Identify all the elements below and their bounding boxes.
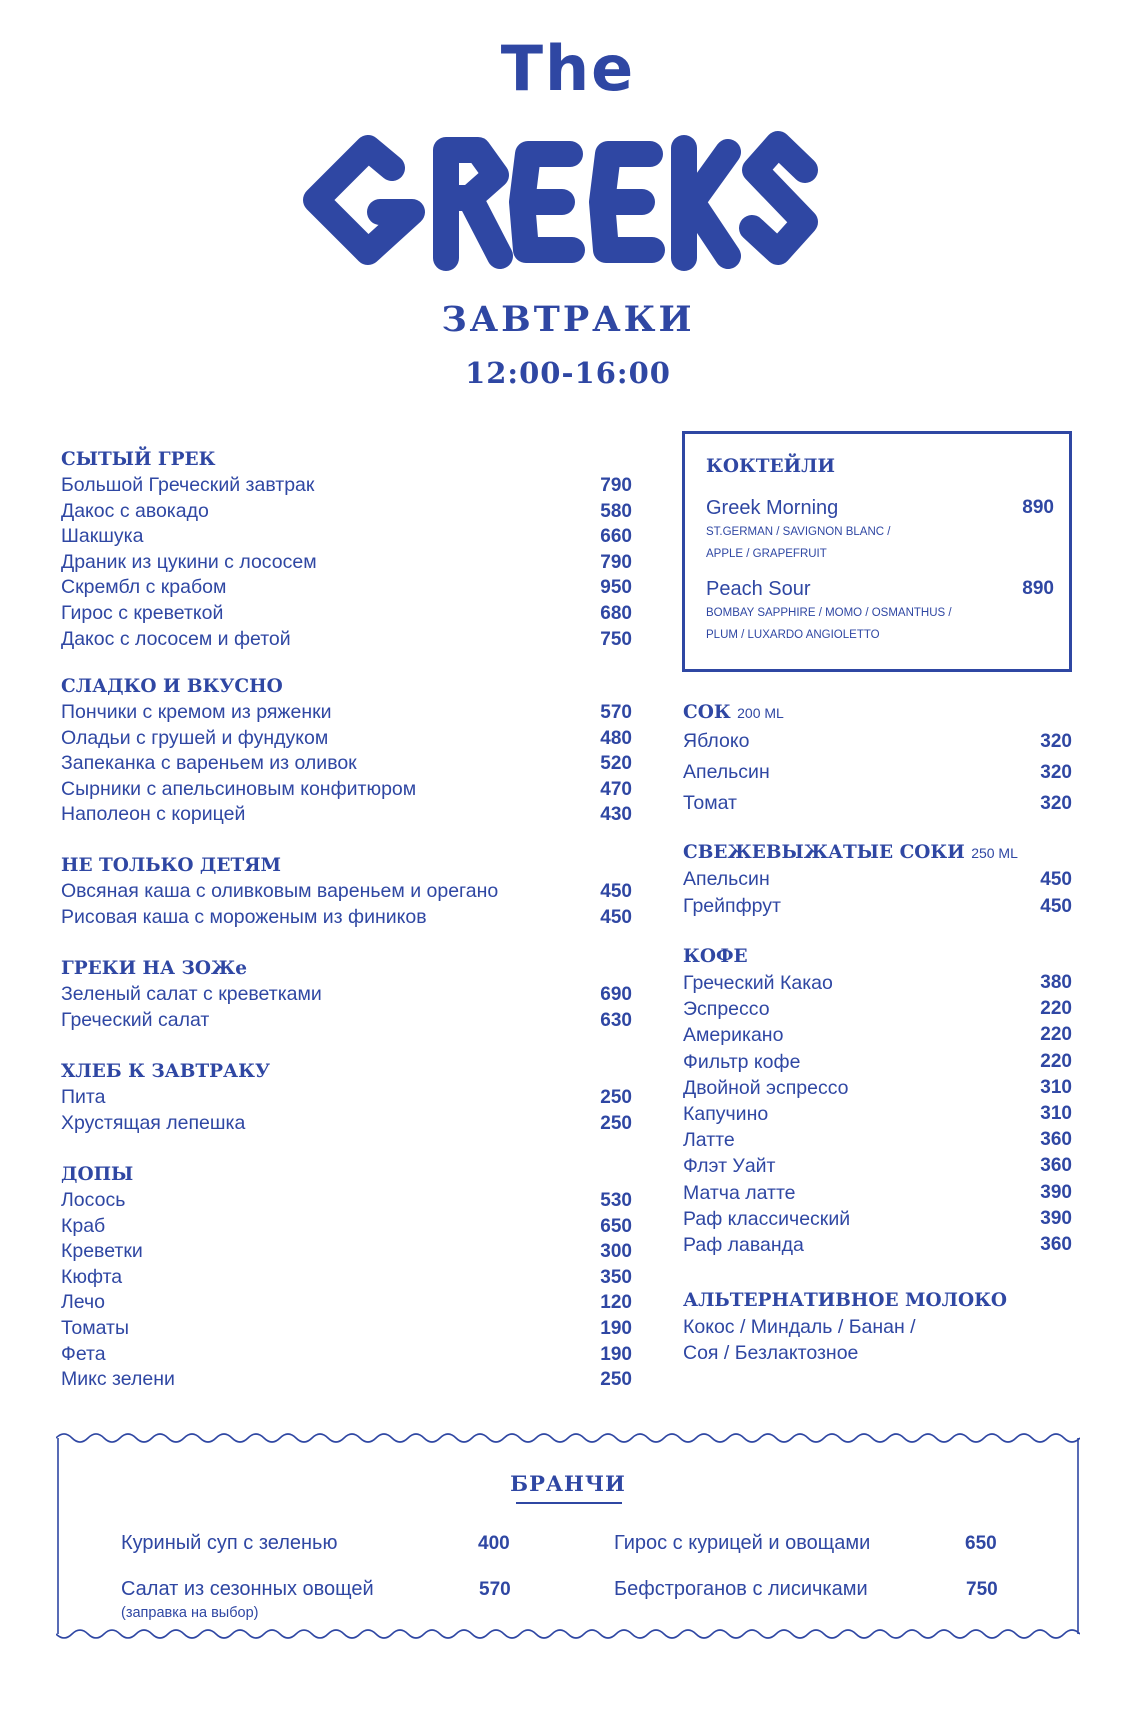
juice-volume: 200 ML <box>737 705 784 721</box>
menu-item <box>61 1367 632 1393</box>
menu-item <box>61 473 632 499</box>
juice-title: СОК <box>683 702 731 723</box>
brunch-item-note: (заправка на выбор) <box>121 1605 259 1621</box>
item-price: 300 <box>600 1241 632 1263</box>
item-price: 380 <box>1040 972 1072 993</box>
item-price: 360 <box>1040 1155 1072 1177</box>
item-price: 430 <box>600 804 632 826</box>
item-price: 250 <box>600 1369 632 1391</box>
section-title <box>683 840 1072 866</box>
item-name: Двойной эспрессо <box>683 1076 849 1099</box>
brunch-item-name: Куриный суп с зеленью <box>121 1532 338 1554</box>
item-name: Дакос с лососем и фетой <box>61 627 291 650</box>
section-sweet <box>61 674 632 828</box>
item-price: 450 <box>600 906 632 928</box>
section-extras <box>61 1162 632 1393</box>
menu-item <box>61 575 632 601</box>
menu-item <box>683 1127 1072 1153</box>
fresh-volume: 250 ML <box>971 845 1018 861</box>
item-price: 190 <box>600 1343 632 1365</box>
brunch-title: БРАНЧИ <box>510 1471 626 1496</box>
menu-item <box>61 1290 632 1316</box>
section-title: КОФЕ <box>683 946 748 967</box>
item-price: 220 <box>1040 1050 1072 1072</box>
menu-item <box>683 757 1072 788</box>
item-name: Пита <box>61 1086 106 1108</box>
cocktails-title: КОКТЕЙЛИ <box>706 456 835 477</box>
menu-item <box>61 1111 632 1137</box>
item-price: 310 <box>1040 1102 1072 1124</box>
item-name: Овсяная каша с оливковым вареньем и орегано <box>61 880 499 902</box>
cocktail-price: 890 <box>1022 578 1054 599</box>
menu-item <box>61 1265 632 1291</box>
item-price: 790 <box>600 551 632 573</box>
menu-item <box>683 1101 1072 1127</box>
item-name: Гирос с креветкой <box>61 601 224 624</box>
item-price: 630 <box>600 1009 632 1031</box>
brunch-item-price: 650 <box>965 1533 997 1554</box>
section-coffee <box>683 944 1072 1258</box>
menu-item <box>61 1085 632 1111</box>
item-name: Фета <box>61 1342 106 1365</box>
menu-item <box>61 1008 632 1034</box>
item-name: Шакшука <box>61 525 144 548</box>
menu-item <box>683 866 1072 893</box>
menu-item <box>683 1180 1072 1206</box>
item-name: Драник из цукини с лососем <box>61 550 317 573</box>
item-name: Микс зелени <box>61 1368 175 1391</box>
item-price: 570 <box>600 702 632 723</box>
menu-item <box>61 1214 632 1240</box>
item-name: Дакос с авокадо <box>61 499 209 522</box>
menu-item <box>683 1232 1072 1258</box>
item-price: 690 <box>600 984 632 1005</box>
brunch-item-price: 570 <box>479 1579 511 1600</box>
item-name: Зеленый салат с креветками <box>61 983 322 1005</box>
item-price: 520 <box>600 753 632 775</box>
menu-item <box>61 751 632 777</box>
brunch-item-price: 400 <box>478 1533 510 1554</box>
menu-item <box>61 802 632 828</box>
menu-item <box>61 905 632 931</box>
item-name: Хрустящая лепешка <box>61 1111 246 1134</box>
menu-item <box>61 550 632 576</box>
item-name: Апельсин <box>683 868 770 890</box>
menu-item <box>61 524 632 550</box>
section-title <box>683 700 1072 726</box>
item-name: Лосось <box>61 1189 126 1211</box>
item-name: Эспрессо <box>683 998 770 1021</box>
section-title: СЫТЫЙ ГРЕК <box>61 449 216 470</box>
section-title: ГРЕКИ НА ЗОЖе <box>61 958 248 979</box>
menu-item <box>683 996 1072 1022</box>
item-name: Американо <box>683 1024 784 1047</box>
menu-item <box>683 726 1072 757</box>
menu-item <box>683 1075 1072 1101</box>
section-juice <box>683 700 1072 819</box>
item-name: Пончики с кремом из ряженки <box>61 701 332 723</box>
menu-item <box>61 700 632 726</box>
brunch-title-underline <box>516 1502 622 1504</box>
item-price: 360 <box>1040 1233 1072 1255</box>
menu-hours: 12:00-16:00 <box>465 356 671 390</box>
item-price: 350 <box>600 1266 632 1288</box>
item-price: 680 <box>600 602 632 624</box>
menu-item <box>683 788 1072 819</box>
item-name: Большой Греческий завтрак <box>61 474 315 496</box>
item-name: Оладьи с грушей и фундуком <box>61 726 329 749</box>
item-name: Запеканка с вареньем из оливок <box>61 752 357 775</box>
item-name: Флэт Уайт <box>683 1155 776 1178</box>
item-name: Скрембл с крабом <box>61 576 227 599</box>
item-name: Фильтр кофе <box>683 1050 801 1073</box>
section-healthy-greeks <box>61 956 632 1033</box>
section-title: ХЛЕБ К ЗАВТРАКУ <box>61 1061 270 1082</box>
menu-item <box>683 1049 1072 1075</box>
item-price: 580 <box>600 500 632 522</box>
item-name: Яблоко <box>683 730 750 752</box>
menu-item <box>61 627 632 653</box>
item-name: Томаты <box>61 1316 130 1339</box>
menu-item <box>61 1188 632 1214</box>
item-price: 250 <box>600 1087 632 1108</box>
section-hearty-greek <box>61 447 632 652</box>
menu-item <box>683 893 1072 920</box>
menu-item <box>61 982 632 1008</box>
alt-milk-options: Кокос / Миндаль / Банан / <box>683 1316 916 1338</box>
alt-milk-options: Соя / Безлактозное <box>683 1342 859 1364</box>
item-price: 470 <box>600 778 632 800</box>
item-name: Капучино <box>683 1102 769 1125</box>
item-price: 320 <box>1040 731 1072 752</box>
item-price: 650 <box>600 1215 632 1237</box>
cocktail-ingredients: ST.GERMAN / SAVIGNON BLANC / <box>706 526 891 538</box>
greeks-logo <box>300 130 840 280</box>
item-price: 950 <box>600 577 632 599</box>
menu-item <box>61 1342 632 1368</box>
section-title: СЛАДКО И ВКУСНО <box>61 676 283 697</box>
menu-item <box>61 1316 632 1342</box>
brunch-item-name: Бефстроганов с лисичками <box>614 1578 868 1600</box>
menu-item <box>683 970 1072 996</box>
item-price: 120 <box>600 1292 632 1314</box>
item-price: 220 <box>1040 998 1072 1020</box>
item-price: 310 <box>1040 1076 1072 1098</box>
section-title: НЕ ТОЛЬКО ДЕТЯМ <box>61 855 282 876</box>
menu-item <box>61 879 632 905</box>
fresh-title: СВЕЖЕВЫЖАТЫЕ СОКИ <box>683 842 965 863</box>
cocktail-name: Greek Morning <box>706 497 839 519</box>
item-name: Апельсин <box>683 761 770 783</box>
cocktail-price: 890 <box>1022 497 1054 518</box>
item-name: Латте <box>683 1129 735 1152</box>
item-price: 190 <box>600 1317 632 1339</box>
item-price: 660 <box>600 526 632 548</box>
item-price: 450 <box>1040 896 1072 917</box>
menu-item <box>683 1022 1072 1048</box>
brunch-item-name: Гирос с курицей и овощами <box>614 1532 871 1554</box>
section-fresh-juice <box>683 840 1072 920</box>
section-bread <box>61 1059 632 1136</box>
cocktail-ingredients: BOMBAY SAPPHIRE / MOMO / OSMANTHUS / <box>706 607 952 619</box>
menu-item <box>61 726 632 752</box>
cocktail-name: Peach Sour <box>706 578 811 600</box>
item-price: 450 <box>1040 869 1072 890</box>
menu-item <box>683 1153 1072 1179</box>
section-not-only-kids <box>61 853 632 930</box>
logo-the: The <box>500 32 636 105</box>
item-name: Греческий салат <box>61 1008 210 1031</box>
item-price: 390 <box>1040 1207 1072 1229</box>
cocktail-item <box>706 576 1054 646</box>
item-price: 790 <box>600 475 632 496</box>
item-name: Кюфта <box>61 1265 123 1288</box>
item-name: Креветки <box>61 1240 143 1263</box>
item-price: 220 <box>1040 1024 1072 1046</box>
cocktail-ingredients: APPLE / GRAPEFRUIT <box>706 548 827 560</box>
item-name: Томат <box>683 792 737 814</box>
item-name: Матча латте <box>683 1181 796 1204</box>
item-name: Лечо <box>61 1291 105 1314</box>
item-name: Рисовая каша с мороженым из фиников <box>61 905 427 928</box>
section-alt-milk <box>683 1288 1072 1366</box>
item-price: 480 <box>600 727 632 749</box>
item-name: Греческий Какао <box>683 972 833 994</box>
item-price: 450 <box>600 881 632 902</box>
menu-item <box>683 1206 1072 1232</box>
brunch-item-name: Салат из сезонных овощей <box>121 1578 374 1600</box>
section-title: ДОПЫ <box>61 1164 134 1185</box>
item-name: Грейпфрут <box>683 895 781 917</box>
menu-item <box>61 1239 632 1265</box>
cocktail-ingredients: PLUM / LUXARDO ANGIOLETTO <box>706 629 880 641</box>
brunch-item-price: 750 <box>966 1579 998 1600</box>
item-name: Сырники с апельсиновым конфитюром <box>61 777 417 800</box>
item-price: 530 <box>600 1190 632 1211</box>
cocktails-box <box>682 431 1072 672</box>
item-name: Раф лаванда <box>683 1233 804 1256</box>
item-name: Краб <box>61 1214 106 1237</box>
item-name: Раф классический <box>683 1207 851 1230</box>
item-price: 250 <box>600 1112 632 1134</box>
menu-item <box>61 601 632 627</box>
section-title: АЛЬТЕРНАТИВНОЕ МОЛОКО <box>683 1290 1008 1311</box>
item-price: 750 <box>600 628 632 650</box>
item-price: 320 <box>1040 793 1072 814</box>
cocktail-item <box>706 495 1054 565</box>
menu-item <box>61 777 632 803</box>
menu-title: ЗАВТРАКИ <box>441 299 695 340</box>
item-price: 390 <box>1040 1181 1072 1203</box>
item-name: Наполеон с корицей <box>61 803 246 826</box>
item-price: 320 <box>1040 762 1072 783</box>
item-price: 360 <box>1040 1129 1072 1151</box>
menu-item <box>61 499 632 525</box>
